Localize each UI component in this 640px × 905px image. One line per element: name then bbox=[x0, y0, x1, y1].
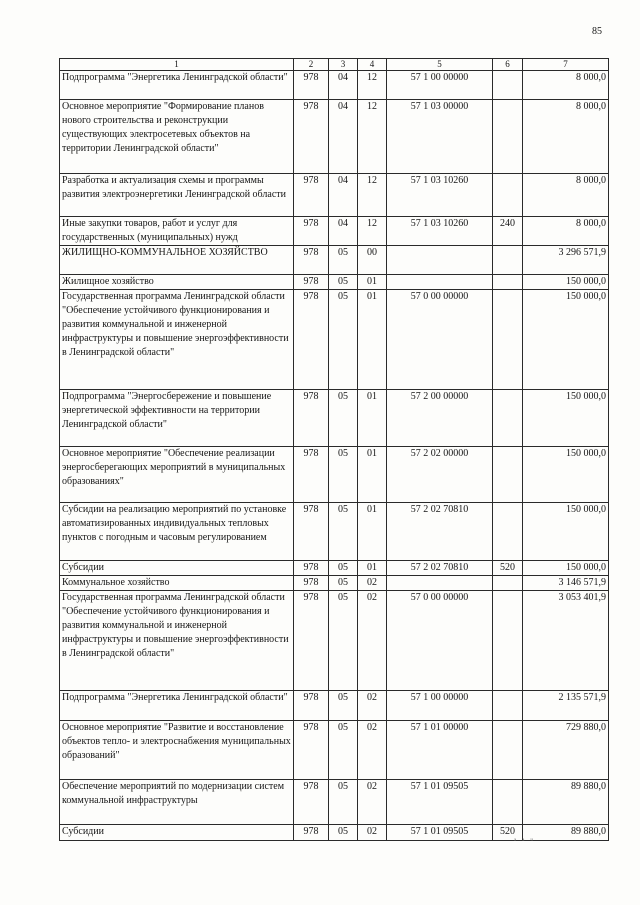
amount-cell: 8 000,0 bbox=[523, 71, 609, 100]
admin-code-cell: 978 bbox=[294, 721, 329, 780]
subsection-code-cell: 02 bbox=[358, 691, 387, 721]
subsection-code-cell: 02 bbox=[358, 780, 387, 825]
expense-type-cell bbox=[493, 174, 523, 217]
header-row bbox=[60, 59, 609, 71]
section-code-cell: 04 bbox=[329, 100, 358, 174]
subsection-code-cell: 02 bbox=[358, 721, 387, 780]
target-code-cell: 57 0 00 00000 bbox=[387, 290, 493, 390]
item-name-cell: Субсидии на реализацию мероприятий по установке автоматизированных индивидуальных тепловых пунктов с погодным и часовым регулированием bbox=[60, 503, 294, 561]
amount-cell: 3 053 401,9 bbox=[523, 591, 609, 691]
amount-cell: 150 000,0 bbox=[523, 503, 609, 561]
budget-table bbox=[59, 58, 609, 841]
section-code-cell: 04 bbox=[329, 71, 358, 100]
target-code-cell bbox=[387, 275, 493, 290]
table-row bbox=[60, 174, 609, 217]
subsection-code-cell: 01 bbox=[358, 390, 387, 447]
amount-cell: 8 000,0 bbox=[523, 174, 609, 217]
table-row bbox=[60, 390, 609, 447]
expense-type-cell: 240 bbox=[493, 217, 523, 246]
section-code-cell: 05 bbox=[329, 246, 358, 275]
table-row bbox=[60, 591, 609, 691]
amount-cell: 150 000,0 bbox=[523, 447, 609, 503]
section-code-cell: 05 bbox=[329, 591, 358, 691]
item-name-cell: Основное мероприятие "Развитие и восстановление объектов тепло- и электроснабжения муниципальных образований" bbox=[60, 721, 294, 780]
admin-code-cell: 978 bbox=[294, 290, 329, 390]
item-name-cell: ЖИЛИЩНО-КОММУНАЛЬНОЕ ХОЗЯЙСТВО bbox=[60, 246, 294, 275]
target-code-cell: 57 2 02 70810 bbox=[387, 561, 493, 576]
admin-code-cell: 978 bbox=[294, 246, 329, 275]
subsection-code-cell: 00 bbox=[358, 246, 387, 275]
table-row bbox=[60, 290, 609, 390]
item-name-cell: Государственная программа Ленинградской области "Обеспечение устойчивого функционирования и развития коммунальной и инженерной инфраструктуры и повышение энергоэффективности в Ленинградской области" bbox=[60, 591, 294, 691]
target-code-cell: 57 0 00 00000 bbox=[387, 591, 493, 691]
target-code-cell: 57 1 01 00000 bbox=[387, 721, 493, 780]
amount-cell: 150 000,0 bbox=[523, 275, 609, 290]
page-number: 85 bbox=[592, 26, 602, 37]
target-code-cell: 57 2 00 00000 bbox=[387, 390, 493, 447]
header-cell: 3 bbox=[329, 59, 358, 71]
header-cell: 5 bbox=[387, 59, 493, 71]
amount-cell: 150 000,0 bbox=[523, 390, 609, 447]
section-code-cell: 04 bbox=[329, 217, 358, 246]
table-row bbox=[60, 561, 609, 576]
expense-type-cell bbox=[493, 246, 523, 275]
amount-cell: 89 880,0 bbox=[523, 780, 609, 825]
item-name-cell: Коммунальное хозяйство bbox=[60, 576, 294, 591]
target-code-cell: 57 1 00 00000 bbox=[387, 691, 493, 721]
admin-code-cell: 978 bbox=[294, 576, 329, 591]
section-code-cell: 04 bbox=[329, 174, 358, 217]
admin-code-cell: 978 bbox=[294, 825, 329, 841]
target-code-cell: 57 1 03 10260 bbox=[387, 217, 493, 246]
section-code-cell: 05 bbox=[329, 290, 358, 390]
header-cell: 7 bbox=[523, 59, 609, 71]
item-name-cell: Жилищное хозяйство bbox=[60, 275, 294, 290]
subsection-code-cell: 12 bbox=[358, 174, 387, 217]
table-row bbox=[60, 691, 609, 721]
item-name-cell: Подпрограмма "Энергетика Ленинградской области" bbox=[60, 71, 294, 100]
subsection-code-cell: 01 bbox=[358, 503, 387, 561]
item-name-cell: Основное мероприятие "Формирование планов нового строительства и реконструкции существующих электросетевых объектов на территории Ленинградской области" bbox=[60, 100, 294, 174]
target-code-cell: 57 1 01 09505 bbox=[387, 825, 493, 841]
section-code-cell: 05 bbox=[329, 825, 358, 841]
table-row bbox=[60, 275, 609, 290]
table-row bbox=[60, 71, 609, 100]
section-code-cell: 05 bbox=[329, 721, 358, 780]
expense-type-cell bbox=[493, 290, 523, 390]
amount-cell: 2 135 571,9 bbox=[523, 691, 609, 721]
subsection-code-cell: 12 bbox=[358, 217, 387, 246]
target-code-cell: 57 1 01 09505 bbox=[387, 780, 493, 825]
expense-type-cell bbox=[493, 721, 523, 780]
admin-code-cell: 978 bbox=[294, 100, 329, 174]
expense-type-cell: 520 bbox=[493, 825, 523, 841]
subsection-code-cell: 01 bbox=[358, 275, 387, 290]
subsection-code-cell: 01 bbox=[358, 561, 387, 576]
target-code-cell: 57 1 00 00000 bbox=[387, 71, 493, 100]
target-code-cell: 57 1 03 10260 bbox=[387, 174, 493, 217]
amount-cell: 150 000,0 bbox=[523, 561, 609, 576]
amount-cell: 8 000,0 bbox=[523, 100, 609, 174]
target-code-cell: 57 2 02 70810 bbox=[387, 503, 493, 561]
admin-code-cell: 978 bbox=[294, 275, 329, 290]
expense-type-cell bbox=[493, 275, 523, 290]
item-name-cell: Субсидии bbox=[60, 825, 294, 841]
table-row bbox=[60, 246, 609, 275]
section-code-cell: 05 bbox=[329, 691, 358, 721]
item-name-cell: Субсидии bbox=[60, 561, 294, 576]
item-name-cell: Подпрограмма "Энергетика Ленинградской области" bbox=[60, 691, 294, 721]
header-cell: 1 bbox=[60, 59, 294, 71]
amount-cell: 3 146 571,9 bbox=[523, 576, 609, 591]
admin-code-cell: 978 bbox=[294, 447, 329, 503]
stamp-mark: ᵃ ᵃ ᵘ bbox=[514, 836, 535, 845]
admin-code-cell: 978 bbox=[294, 174, 329, 217]
section-code-cell: 05 bbox=[329, 561, 358, 576]
target-code-cell: 57 1 03 00000 bbox=[387, 100, 493, 174]
item-name-cell: Государственная программа Ленинградской области "Обеспечение устойчивого функционирования и развития коммунальной и инженерной инфраструктуры и повышение энергоэффективности в Ленинградской области" bbox=[60, 290, 294, 390]
subsection-code-cell: 01 bbox=[358, 290, 387, 390]
expense-type-cell bbox=[493, 591, 523, 691]
admin-code-cell: 978 bbox=[294, 561, 329, 576]
admin-code-cell: 978 bbox=[294, 217, 329, 246]
item-name-cell: Основное мероприятие "Обеспечение реализации энергосберегающих мероприятий в муниципальных образованиях" bbox=[60, 447, 294, 503]
table-row bbox=[60, 780, 609, 825]
subsection-code-cell: 02 bbox=[358, 825, 387, 841]
expense-type-cell bbox=[493, 447, 523, 503]
expense-type-cell bbox=[493, 71, 523, 100]
section-code-cell: 05 bbox=[329, 275, 358, 290]
expense-type-cell: 520 bbox=[493, 561, 523, 576]
expense-type-cell bbox=[493, 780, 523, 825]
header-cell: 4 bbox=[358, 59, 387, 71]
subsection-code-cell: 01 bbox=[358, 447, 387, 503]
table-row bbox=[60, 217, 609, 246]
subsection-code-cell: 12 bbox=[358, 71, 387, 100]
target-code-cell: 57 2 02 00000 bbox=[387, 447, 493, 503]
admin-code-cell: 978 bbox=[294, 503, 329, 561]
table-row bbox=[60, 100, 609, 174]
header-cell: 6 bbox=[493, 59, 523, 71]
section-code-cell: 05 bbox=[329, 390, 358, 447]
target-code-cell bbox=[387, 246, 493, 275]
table-row bbox=[60, 503, 609, 561]
amount-cell: 89 880,0 bbox=[523, 825, 609, 841]
amount-cell: 150 000,0 bbox=[523, 290, 609, 390]
admin-code-cell: 978 bbox=[294, 71, 329, 100]
subsection-code-cell: 02 bbox=[358, 576, 387, 591]
expense-type-cell bbox=[493, 503, 523, 561]
subsection-code-cell: 12 bbox=[358, 100, 387, 174]
expense-type-cell bbox=[493, 100, 523, 174]
table-row bbox=[60, 576, 609, 591]
amount-cell: 729 880,0 bbox=[523, 721, 609, 780]
table-row bbox=[60, 447, 609, 503]
table-row bbox=[60, 721, 609, 780]
admin-code-cell: 978 bbox=[294, 691, 329, 721]
item-name-cell: Иные закупки товаров, работ и услуг для государственных (муниципальных) нужд bbox=[60, 217, 294, 246]
header-cell: 2 bbox=[294, 59, 329, 71]
section-code-cell: 05 bbox=[329, 503, 358, 561]
admin-code-cell: 978 bbox=[294, 390, 329, 447]
item-name-cell: Обеспечение мероприятий по модернизации систем коммунальной инфраструктуры bbox=[60, 780, 294, 825]
item-name-cell: Подпрограмма "Энергосбережение и повышение энергетической эффективности на территории Ленинградской области" bbox=[60, 390, 294, 447]
admin-code-cell: 978 bbox=[294, 591, 329, 691]
amount-cell: 8 000,0 bbox=[523, 217, 609, 246]
expense-type-cell bbox=[493, 390, 523, 447]
target-code-cell bbox=[387, 576, 493, 591]
subsection-code-cell: 02 bbox=[358, 591, 387, 691]
section-code-cell: 05 bbox=[329, 576, 358, 591]
expense-type-cell bbox=[493, 576, 523, 591]
item-name-cell: Разработка и актуализация схемы и программы развития электроэнергетики Ленинградской области bbox=[60, 174, 294, 217]
admin-code-cell: 978 bbox=[294, 780, 329, 825]
amount-cell: 3 296 571,9 bbox=[523, 246, 609, 275]
section-code-cell: 05 bbox=[329, 780, 358, 825]
section-code-cell: 05 bbox=[329, 447, 358, 503]
expense-type-cell bbox=[493, 691, 523, 721]
